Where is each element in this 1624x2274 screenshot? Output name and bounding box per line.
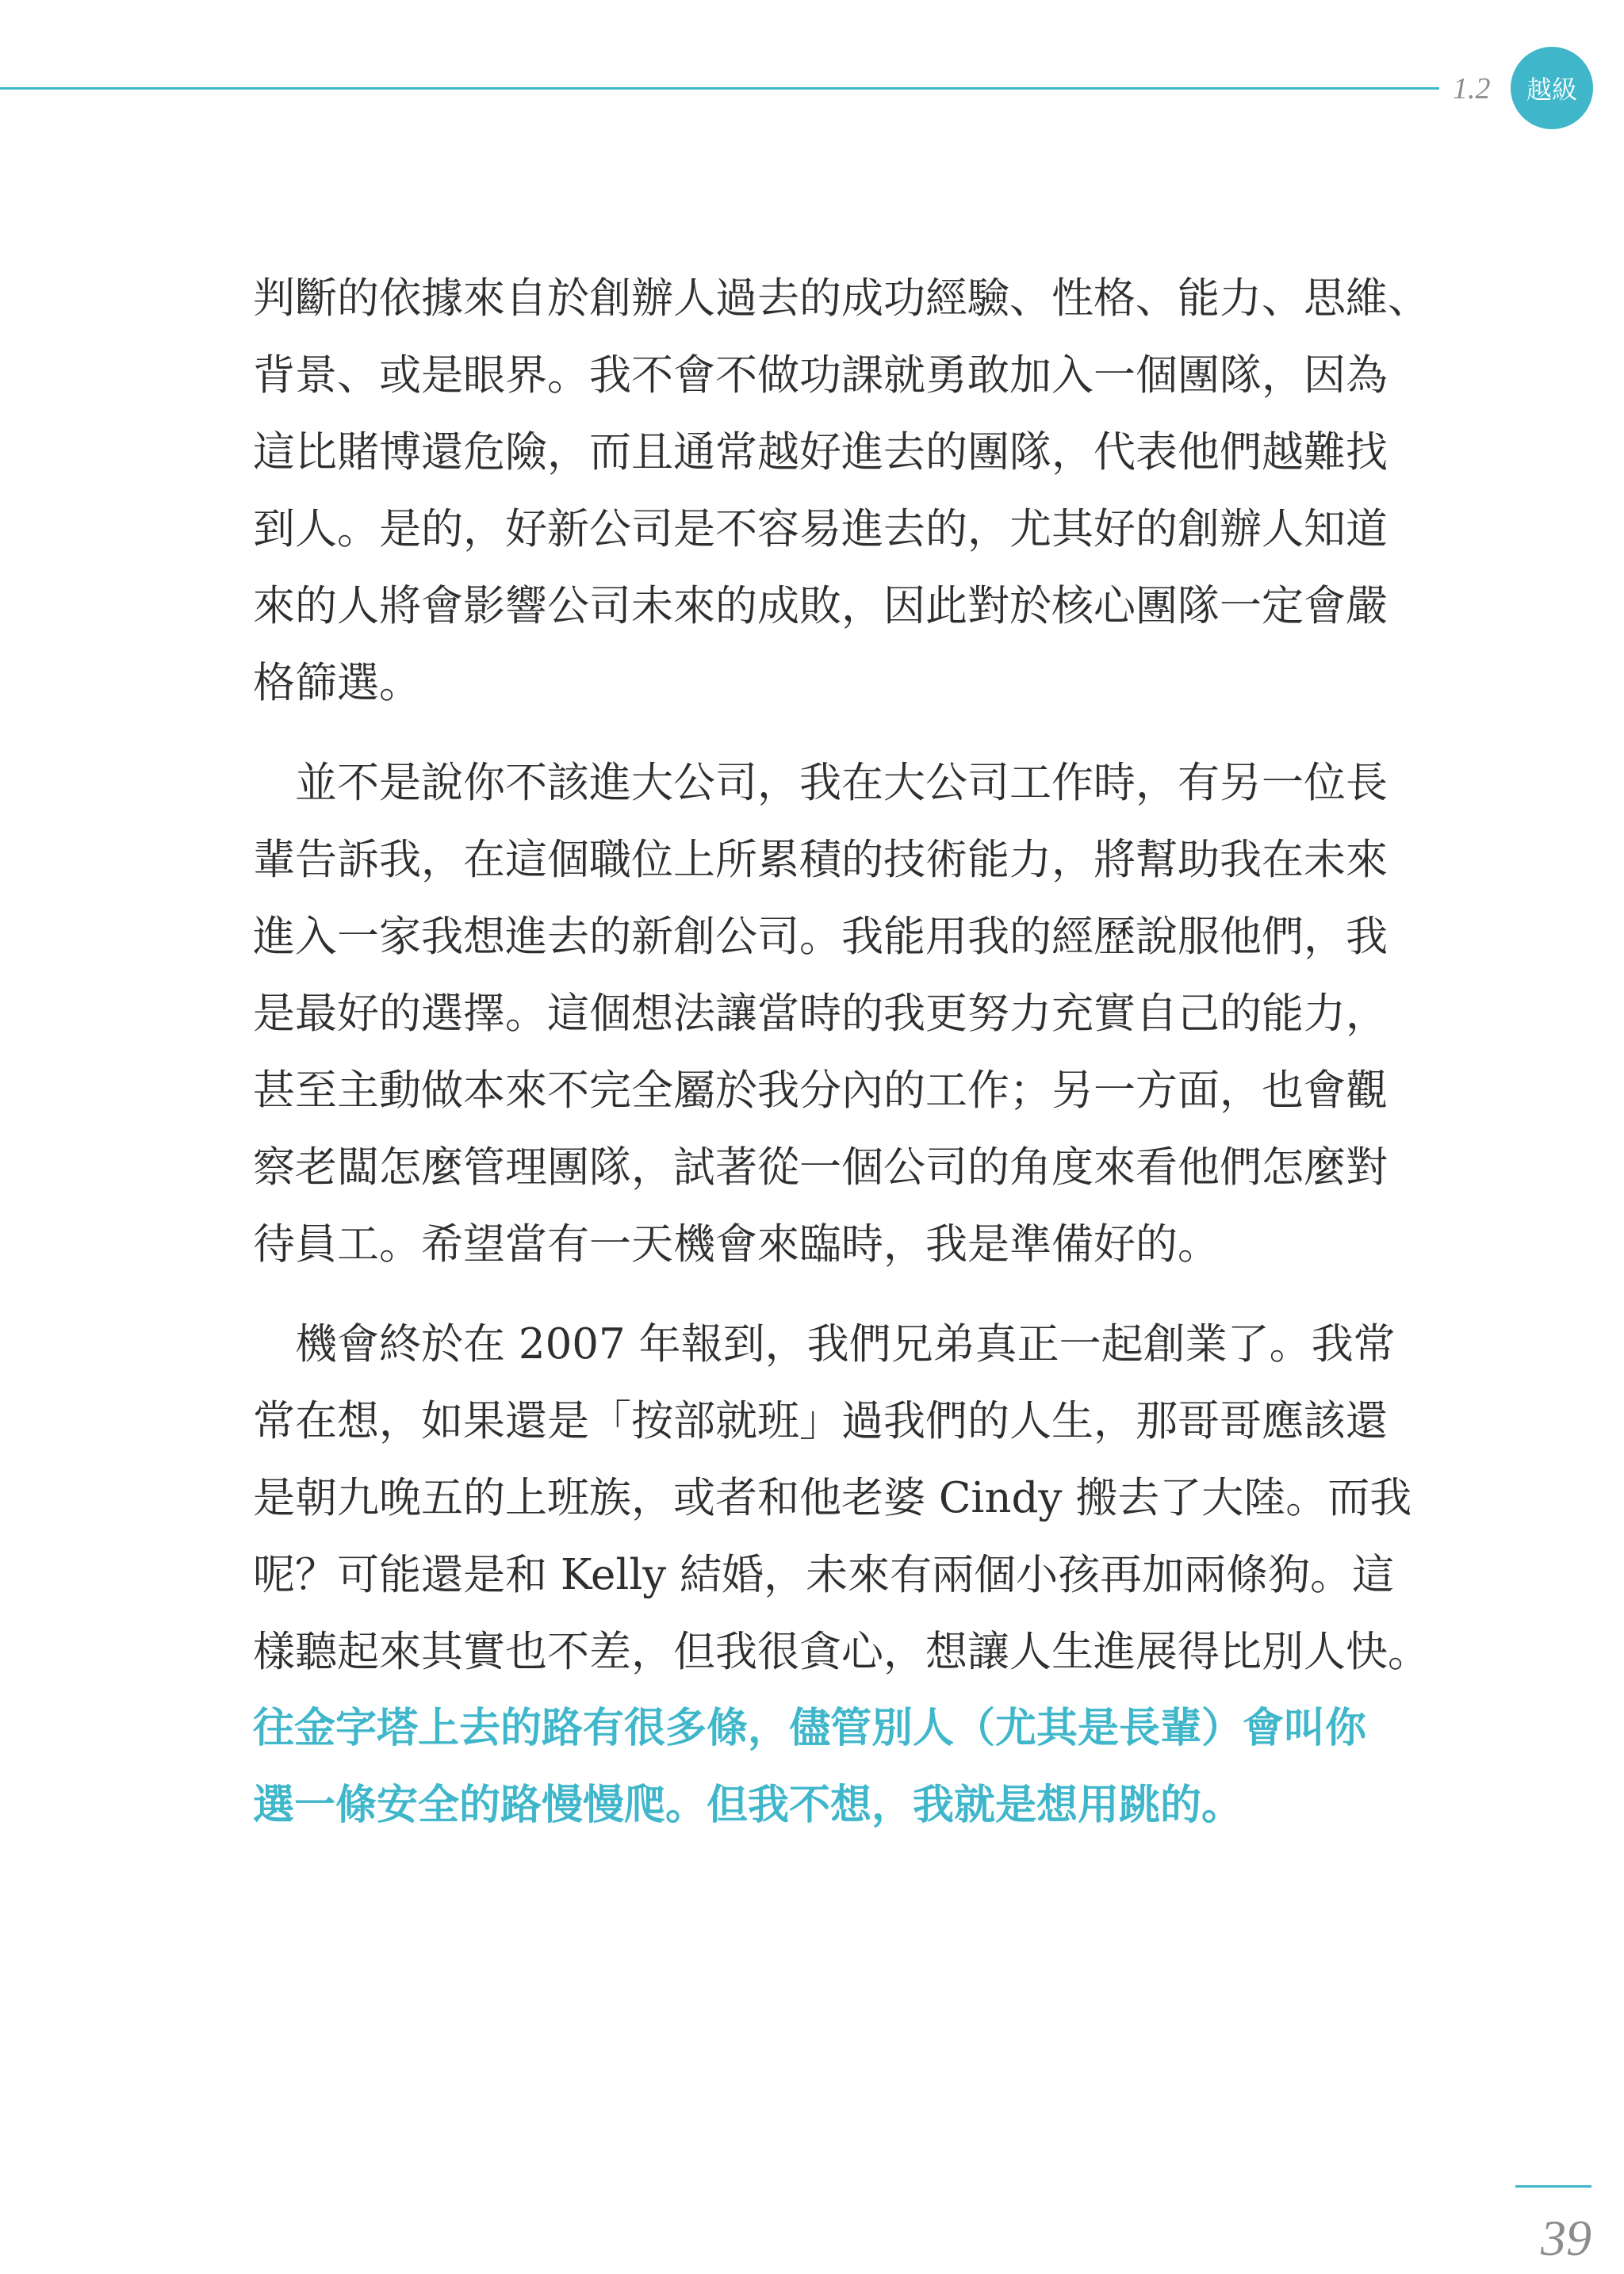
text-line: 察老闆怎麼管理團隊，試著從一個公司的角度來看他們怎麼對 <box>253 1143 1388 1192</box>
text-line: 並不是說你不該進大公司，我在大公司工作時，有另一位長 <box>295 759 1388 807</box>
chapter-tag: 越級 <box>1526 75 1577 105</box>
text-line: 是朝九晚五的上班族，或者和他老婆 Cindy 搬去了大陸。而我 <box>253 1474 1412 1522</box>
header-rule <box>0 87 1439 90</box>
text-line: 是最好的選擇。這個想法讓當時的我更努力充實自己的能力， <box>253 990 1388 1038</box>
text-line: 甚至主動做本來不完全屬於我分內的工作；另一方面，也會觀 <box>253 1066 1388 1115</box>
text-line: 判斷的依據來自於創辦人過去的成功經驗、性格、能力、思維、 <box>253 274 1430 323</box>
paragraph-1 <box>253 260 1522 722</box>
text-line: 待員工。希望當有一天機會來臨時，我是準備好的。 <box>253 1220 1220 1269</box>
paragraph-3 <box>253 1306 1522 1844</box>
footer-rule <box>1515 2185 1591 2188</box>
text-line: 樣聽起來其實也不差，但我很貪心，想讓人生進展得比別人快。 <box>253 1628 1430 1676</box>
page-number: 39 <box>1541 2210 1591 2266</box>
text-line: 這比賭博還危險，而且通常越好進去的團隊，代表他們越難找 <box>253 428 1388 477</box>
text-line: 機會終於在 2007 年報到，我們兄弟真正一起創業了。我常 <box>295 1320 1396 1369</box>
text-line: 背景、或是眼界。我不會不做功課就勇敢加入一個團隊，因為 <box>253 351 1388 400</box>
text-line: 格篩選。 <box>253 659 421 707</box>
text-line: 呢？可能還是和 Kelly 結婚，未來有兩個小孩再加兩條狗。這 <box>253 1551 1395 1599</box>
chapter-badge <box>1511 47 1593 129</box>
text-line: 輩告訴我，在這個職位上所累積的技術能力，將幫助我在未來 <box>253 836 1388 884</box>
highlighted-text-line: 往金字塔上去的路有很多條，儘管別人（尤其是長輩）會叫你 <box>253 1705 1367 1752</box>
text-line: 常在想，如果還是「按部就班」過我們的人生，那哥哥應該還 <box>253 1397 1388 1445</box>
text-line: 來的人將會影響公司未來的成敗，因此對於核心團隊一定會嚴 <box>253 582 1388 630</box>
text-line: 進入一家我想進去的新創公司。我能用我的經歷說服他們，我 <box>253 913 1388 961</box>
section-number: 1.2 <box>1453 72 1491 105</box>
body-text <box>253 260 1522 1844</box>
text-line: 到人。是的，好新公司是不容易進去的，尤其好的創辦人知道 <box>253 505 1388 553</box>
highlighted-text-line: 選一條安全的路慢慢爬。但我不想，我就是想用跳的。 <box>253 1782 1243 1829</box>
paragraph-2 <box>253 745 1522 1283</box>
